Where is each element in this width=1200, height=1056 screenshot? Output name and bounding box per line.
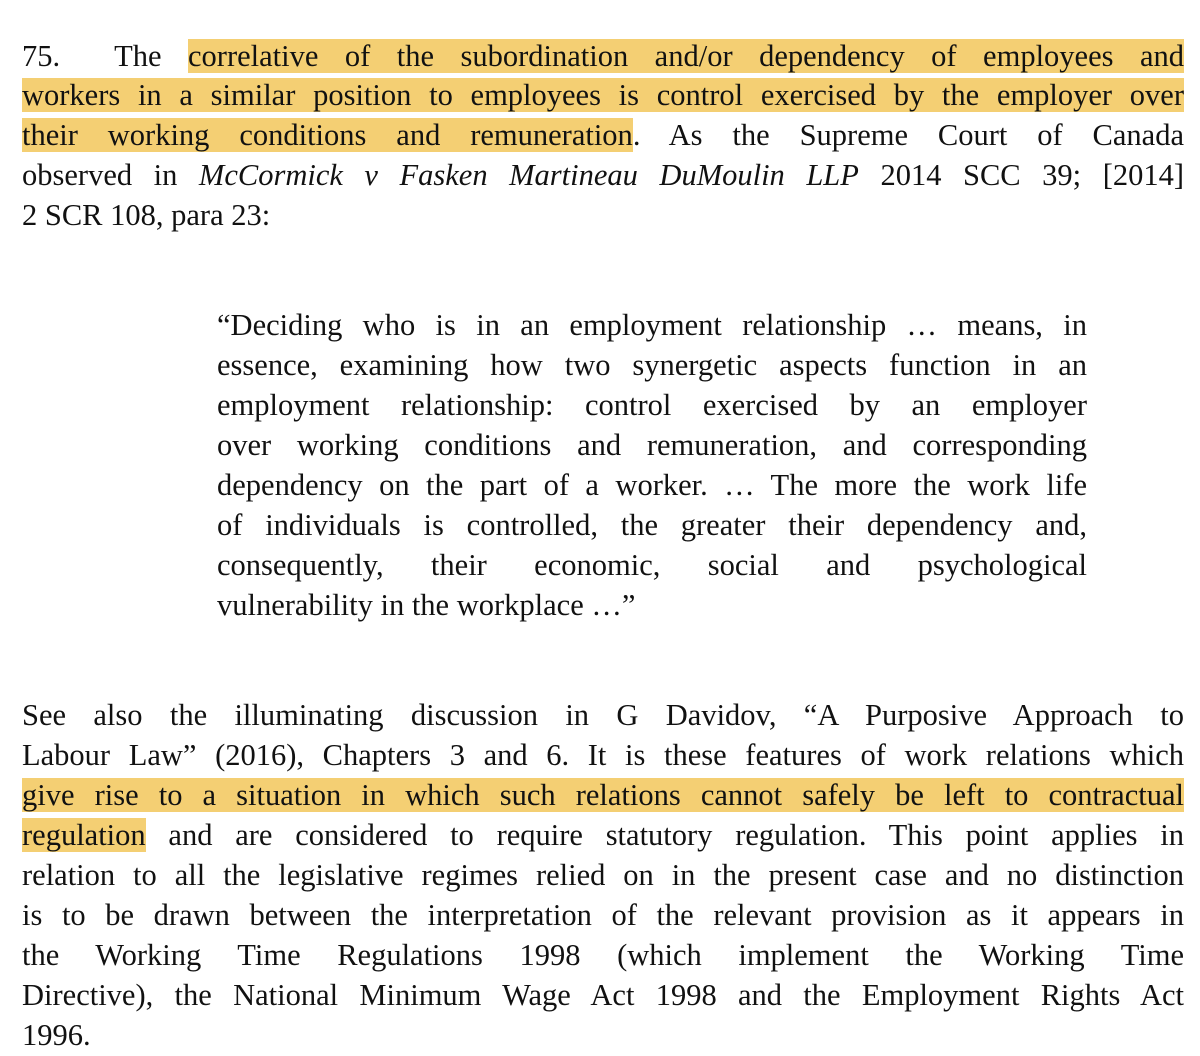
- paragraph-line: regulation and are considered to require statutory regulation. This point applies in: [22, 818, 1184, 852]
- highlighted-text: give rise to a situation in which such relations cannot safely be left to contractual: [22, 778, 1184, 812]
- paragraph-line: 1996.: [22, 1018, 91, 1052]
- highlighted-text: correlative of the subordination and/or dependency of employees and: [188, 39, 1184, 73]
- paragraph-line: their working conditions and remuneration. As the Supreme Court of Canada: [22, 118, 1184, 152]
- paragraph-line: See also the illuminating discussion in G Davidov, “A Purposive Approach to: [22, 698, 1184, 732]
- quote-line: vulnerability in the workplace …”: [217, 588, 636, 622]
- quote-line: of individuals is controlled, the greater their dependency and,: [217, 508, 1087, 542]
- case-citation: McCormick v Fasken Martineau DuMoulin LLP: [198, 158, 859, 192]
- paragraph-line: Directive), the National Minimum Wage Act 1998 and the Employment Rights Act: [22, 978, 1184, 1012]
- paragraph-line: is to be drawn between the interpretation of the relevant provision as it appears in: [22, 898, 1184, 932]
- highlighted-text: their working conditions and remuneration: [22, 118, 633, 152]
- paragraph-line: 2 SCR 108, para 23:: [22, 198, 271, 232]
- paragraph-line: the Working Time Regulations 1998 (which implement the Working Time: [22, 938, 1184, 972]
- quote-line: employment relationship: control exercised by an employer: [217, 388, 1087, 422]
- quote-line: “Deciding who is in an employment relationship … means, in: [217, 308, 1087, 342]
- quote-line: over working conditions and remuneration, and corresponding: [217, 428, 1087, 462]
- quote-line: dependency on the part of a worker. … The more the work life: [217, 468, 1087, 502]
- paragraph-line: [22, 75, 1184, 115]
- paragraph-line: observed in McCormick v Fasken Martineau DuMoulin LLP 2014 SCC 39; [2014]: [22, 158, 1185, 192]
- highlighted-text: regulation: [22, 818, 146, 852]
- paragraph-line: Labour Law” (2016), Chapters 3 and 6. It is these features of work relations which: [22, 738, 1184, 772]
- paragraph-line: [22, 775, 1184, 815]
- paragraph-number: 75.: [22, 39, 61, 73]
- highlighted-text: workers in a similar position to employees is control exercised by the employer over: [22, 78, 1184, 112]
- paragraph-line: 75. The correlative of the subordination and/or dependency of employees and: [22, 39, 1184, 73]
- quote-line: consequently, their economic, social and psychological: [217, 548, 1087, 582]
- quote-line: essence, examining how two synergetic aspects function in an: [217, 348, 1087, 382]
- paragraph-line: relation to all the legislative regimes relied on in the present case and no distinction: [22, 858, 1184, 892]
